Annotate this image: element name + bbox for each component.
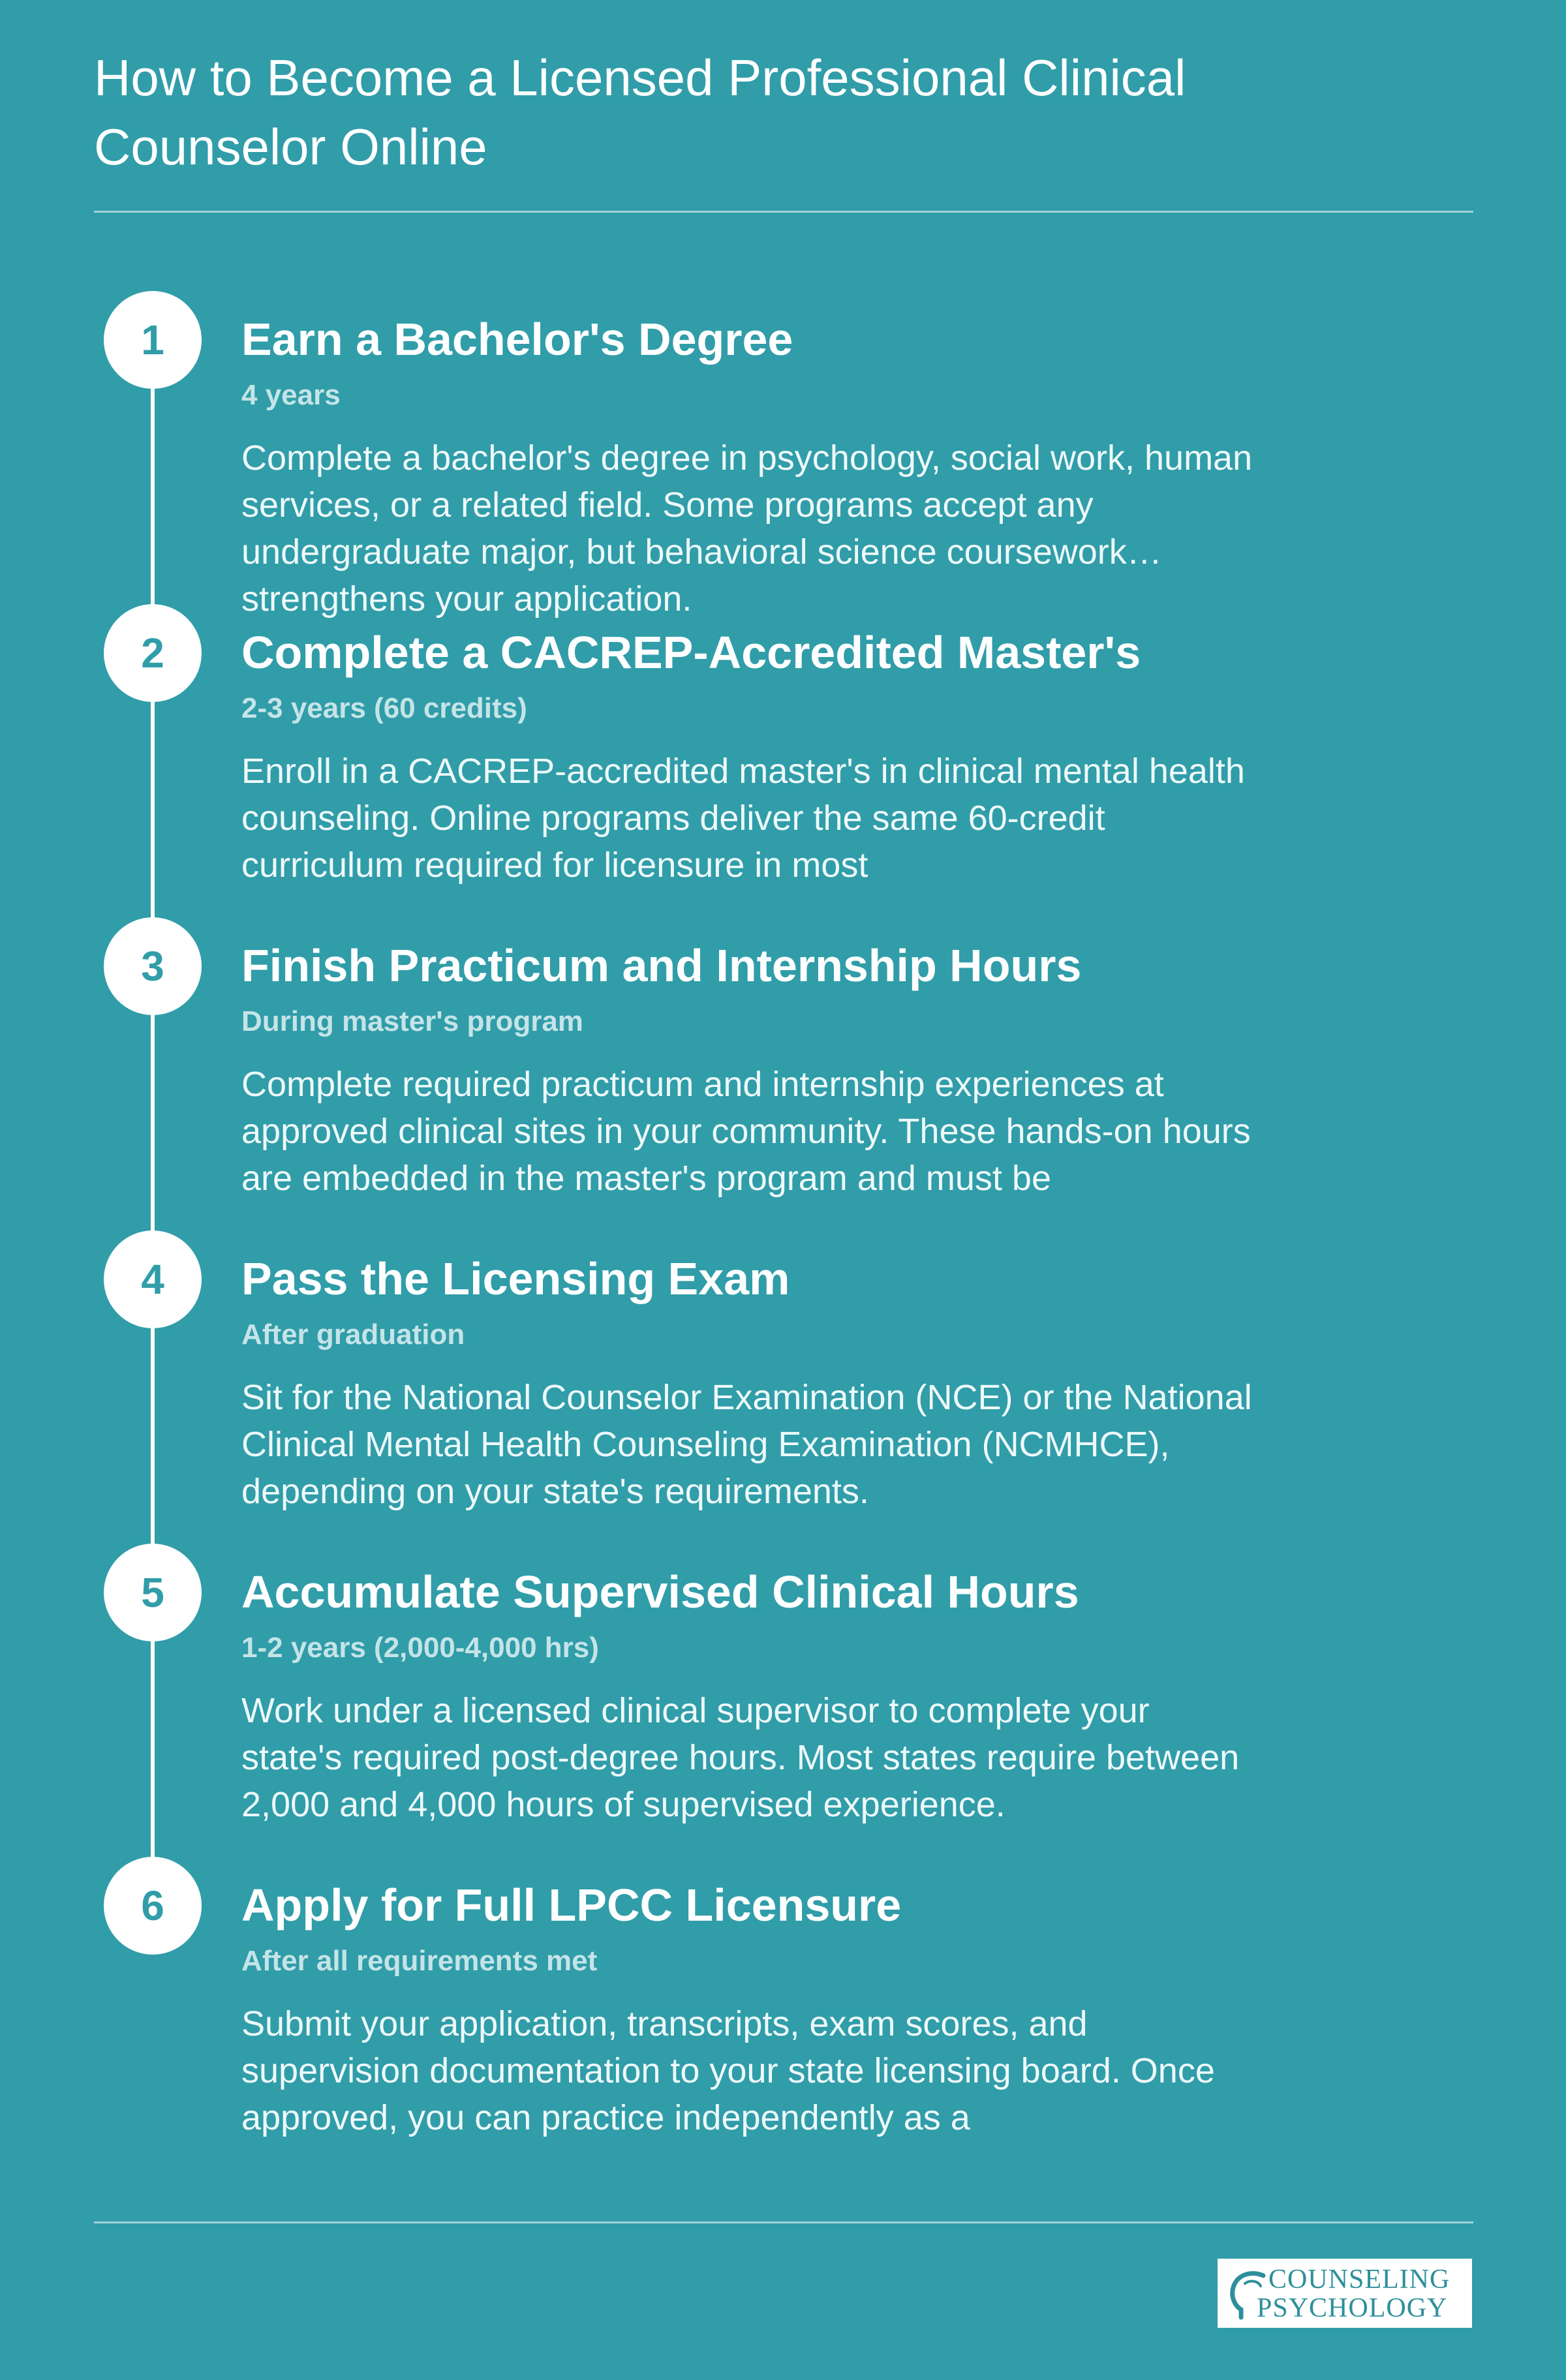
step-number-badge: 2 [104, 604, 202, 702]
step-1 [0, 291, 1566, 618]
step-duration: During master's program [241, 1005, 583, 1037]
step-number-badge: 5 [104, 1544, 202, 1641]
step-title: Apply for Full LPCC Licensure [241, 1880, 902, 1930]
step-number-badge: 1 [104, 291, 202, 389]
step-duration: 2-3 years (60 credits) [241, 692, 527, 724]
step-title: Accumulate Supervised Clinical Hours [241, 1566, 1079, 1617]
step-number-badge: 4 [104, 1230, 202, 1328]
step-duration: After all requirements met [241, 1945, 598, 1977]
step-duration: 4 years [241, 379, 341, 411]
header-divider [94, 211, 1473, 213]
step-title: Pass the Licensing Exam [241, 1253, 790, 1304]
step-description: Complete required practicum and internship experiences at approved clinical sites in your community. These hands-on hours are embedded in the master's program and must be [241, 1065, 1251, 1198]
footer-divider [94, 2221, 1473, 2223]
step-2 [0, 604, 1566, 917]
logo-text-line1: COUNSELING [1268, 2265, 1451, 2295]
step-title: Complete a CACREP-Accredited Master's [241, 627, 1141, 678]
step-description: Complete a bachelor's degree in psychology, social work, human services, or a related field. Some programs accept any undergraduate major, but behavioral science coursework strengthens your application. [241, 438, 1253, 618]
step-description: Submit your application, transcripts, exam scores, and supervision documentation to your state licensing board. Once approved, you can practice independently as a [241, 2004, 1215, 2137]
counseling-psychology-logo[interactable] [1218, 2259, 1472, 2328]
step-description: Work under a licensed clinical supervisor to complete your state's required post-degree hours. Most states require between 2,000 and 4,000 hours of supervised experience. [241, 1691, 1240, 1824]
step-description: Sit for the National Counselor Examination (NCE) or the National Clinical Mental Health Counseling Examination (NCMHCE), depending on your state's requirements. [241, 1378, 1252, 1511]
step-duration: After graduation [241, 1319, 465, 1350]
step-title: Earn a Bachelor's Degree [241, 314, 793, 365]
page-title: How to Become a Licensed Professional Clinical Counselor Online [94, 49, 1186, 175]
step-duration: 1-2 years (2,000-4,000 hrs) [241, 1632, 599, 1664]
step-3 [0, 917, 1566, 1230]
step-5 [0, 1544, 1566, 1857]
step-number-badge: 6 [104, 1857, 202, 1955]
step-4 [0, 1230, 1566, 1544]
step-description: Enroll in a CACREP-accredited master's in clinical mental health counseling. Online programs deliver the same 60-credit curriculum required for licensure in most [241, 752, 1245, 885]
step-number-badge: 3 [104, 917, 202, 1015]
step-title: Finish Practicum and Internship Hours [241, 940, 1082, 991]
step-6 [0, 1857, 1566, 2170]
logo-text-line2: PSYCHOLOGY [1257, 2293, 1448, 2323]
